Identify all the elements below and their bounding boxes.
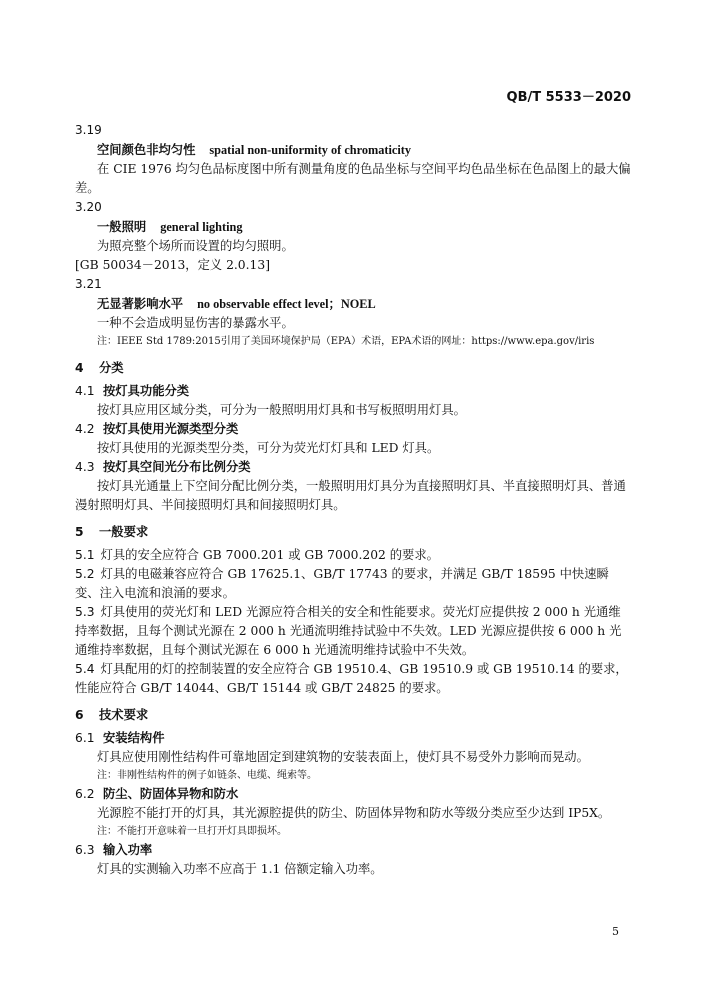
- subsection-heading: [75, 420, 631, 439]
- paragraph-number: 5.3: [75, 605, 95, 619]
- subsection-title: 按灯具空间光分布比例分类: [103, 460, 251, 474]
- term-source: [GB 50034－2013，定义 2.0.13]: [75, 258, 270, 272]
- section-title: 技术要求: [99, 708, 149, 722]
- subsection-number: 6.2: [75, 787, 95, 801]
- section-heading: [75, 706, 631, 725]
- subsection-text: 灯具的实测输入功率不应高于 1.1 倍额定输入功率。: [97, 862, 383, 876]
- requirement-paragraph: [75, 660, 631, 698]
- paragraph-text: 灯具的安全应符合 GB 7000.201 或 GB 7000.202 的要求。: [100, 548, 439, 562]
- subsection-text: 按灯具使用的光源类型分类，可分为荧光灯灯具和 LED 灯具。: [97, 441, 440, 455]
- term-zh: 无显著影响水平: [97, 296, 184, 311]
- paragraph-number: 5.1: [75, 548, 95, 562]
- section-number: 4: [75, 361, 84, 375]
- clause-number: 3.21: [75, 277, 102, 291]
- paragraph-text: 灯具配用的灯的控制装置的安全应符合 GB 19510.4、GB 19510.9 或 GB 19510.14 的要求，性能应符合 GB/T 14044、GB/T 15144 或 GB/T 24825 的要求。: [75, 662, 628, 695]
- section-number: 6: [75, 708, 84, 722]
- subsection-note: 注：非刚性结构件的例子如链条、电缆、绳索等。: [97, 770, 317, 781]
- paragraph-number: 5.4: [75, 662, 95, 676]
- subsection-heading: [75, 729, 631, 748]
- requirement-paragraph: [75, 546, 631, 565]
- requirement-paragraph: [75, 603, 631, 660]
- clause-number: 3.20: [75, 200, 102, 214]
- section-number: 5: [75, 525, 84, 539]
- term-definition: 一种不会造成明显伤害的暴露水平。: [97, 316, 294, 330]
- subsection-text: 灯具应使用刚性结构件可靠地固定到建筑物的安装表面上，使灯具不易受外力影响而晃动。: [97, 750, 589, 764]
- clause-number: 3.19: [75, 123, 102, 137]
- paragraph-text: 灯具的电磁兼容应符合 GB 17625.1、GB/T 17743 的要求，并满足 GB/T 18595 中快速瞬变、注入电流和浪涌的要求。: [75, 567, 609, 600]
- section-heading: [75, 523, 631, 542]
- section-title: 一般要求: [99, 525, 149, 539]
- subsection-title: 按灯具功能分类: [103, 384, 190, 398]
- subsection-heading: [75, 785, 631, 804]
- standard-number: QB/T 5533－2020: [506, 90, 631, 105]
- subsection-title: 按灯具使用光源类型分类: [103, 422, 239, 436]
- subsection-title: 输入功率: [103, 843, 153, 857]
- subsection-title: 安装结构件: [103, 731, 165, 745]
- subsection-text: 光源腔不能打开的灯具，其光源腔提供的防尘、防固体异物和防水等级分类应至少达到 IP5X。: [97, 806, 611, 820]
- requirement-paragraph: [75, 565, 631, 603]
- subsection-text: 按灯具光通量上下空间分配比例分类，一般照明用灯具分为直接照明灯具、半直接照明灯具、普通漫射照明灯具、半间接照明灯具和间接照明灯具。: [75, 479, 626, 512]
- paragraph-number: 5.2: [75, 567, 95, 581]
- subsection-number: 6.1: [75, 731, 95, 745]
- term-zh: 空间颜色非均匀性: [97, 142, 196, 157]
- subsection-number: 6.3: [75, 843, 95, 857]
- paragraph-text: 灯具使用的荧光灯和 LED 光源应符合相关的安全和性能要求。荧光灯应提供按 2 000 h 光通维持率数据，且每个测试光源在 2 000 h 光通流明维持试验中不失效。LED 光源应提供按 6 000 h 光通维持率数据，且每个测试光源在 6 000 h 光通流明维持试验中不失效。: [75, 605, 622, 657]
- term-heading: [97, 294, 631, 314]
- term-zh: 一般照明: [97, 219, 147, 234]
- subsection-number: 4.1: [75, 384, 95, 398]
- term-heading: [97, 217, 631, 237]
- subsection-heading: [75, 458, 631, 477]
- term-definition: 为照亮整个场所而设置的均匀照明。: [97, 239, 294, 253]
- subsection-note: 注：不能打开意味着一旦打开灯具即损坏。: [97, 826, 287, 837]
- subsection-number: 4.3: [75, 460, 95, 474]
- page-number: 5: [612, 925, 619, 938]
- page-content: [75, 121, 631, 879]
- subsection-title: 防尘、防固体异物和防水: [103, 787, 239, 801]
- term-en: no observable effect level；NOEL: [197, 297, 376, 311]
- term-en: spatial non-uniformity of chromaticity: [209, 143, 412, 157]
- subsection-number: 4.2: [75, 422, 95, 436]
- term-en: general lighting: [160, 220, 243, 234]
- section-title: 分类: [99, 361, 124, 375]
- term-note: 注：IEEE Std 1789:2015引用了美国环境保护局（EPA）术语，EPA术语的网址：https://www.epa.gov/iris: [97, 336, 595, 347]
- subsection-text: 按灯具应用区域分类，可分为一般照明用灯具和书写板照明用灯具。: [97, 403, 466, 417]
- term-heading: [97, 140, 631, 160]
- section-heading: [75, 359, 631, 378]
- subsection-heading: [75, 841, 631, 860]
- subsection-heading: [75, 382, 631, 401]
- term-definition: 在 CIE 1976 均匀色品标度图中所有测量角度的色品坐标与空间平均色品坐标在色品图上的最大偏差。: [75, 162, 631, 195]
